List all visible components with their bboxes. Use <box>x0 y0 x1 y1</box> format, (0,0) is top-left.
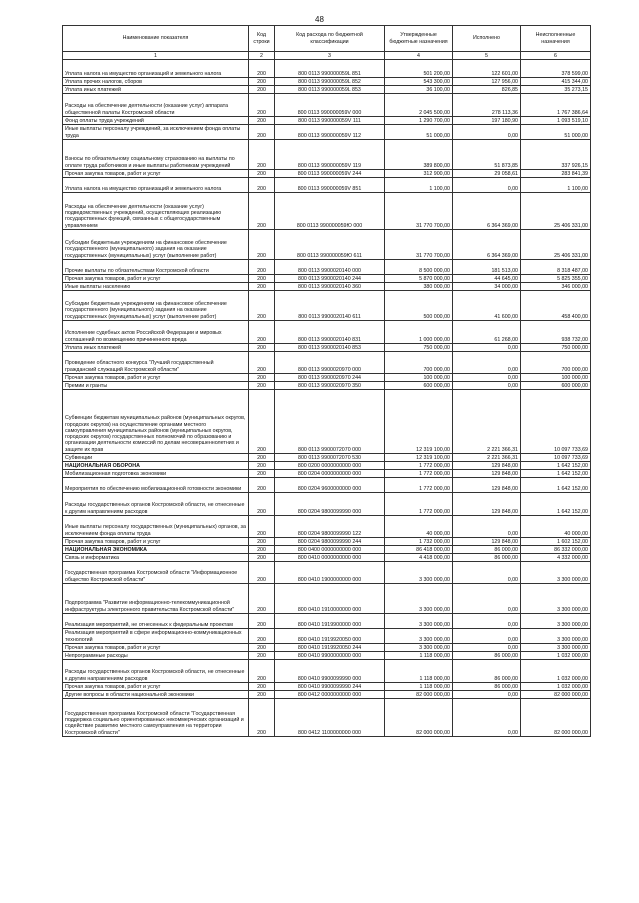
row-approved-amount: 82 000 000,00 <box>385 699 453 737</box>
row-line-code: 200 <box>249 390 275 454</box>
row-executed-amount: 0,00 <box>453 374 521 382</box>
row-budget-code: 800 0113 9900020140 360 <box>275 283 385 291</box>
row-budget-code: 800 0113 9900020970 350 <box>275 382 385 390</box>
row-approved-amount: 3 300 000,00 <box>385 584 453 614</box>
row-indicator-name: Фонд оплаты труда учреждений <box>63 117 249 125</box>
column-number: 4 <box>385 52 453 60</box>
row-line-code: 200 <box>249 691 275 699</box>
row-line-code: 200 <box>249 478 275 493</box>
row-remaining-amount: 346 000,00 <box>521 283 591 291</box>
row-line-code: 200 <box>249 86 275 94</box>
row-executed-amount: 0,00 <box>453 382 521 390</box>
row-budget-code: 800 0113 9900020140 611 <box>275 291 385 321</box>
row-budget-code: 800 0410 9900099990 000 <box>275 660 385 683</box>
row-line-code: 200 <box>249 230 275 260</box>
table-row <box>63 584 591 614</box>
row-line-code: 200 <box>249 382 275 390</box>
row-approved-amount: 380 000,00 <box>385 283 453 291</box>
table-row <box>63 390 591 454</box>
table-row <box>63 454 591 462</box>
row-remaining-amount: 25 406 331,00 <box>521 193 591 230</box>
row-budget-code: 800 0113 9900020970 244 <box>275 374 385 382</box>
row-executed-amount: 0,00 <box>453 344 521 352</box>
table-row <box>63 691 591 699</box>
row-budget-code: 800 0113 9900072070 000 <box>275 390 385 454</box>
row-line-code: 200 <box>249 454 275 462</box>
row-budget-code: 800 0410 1900000000 000 <box>275 562 385 584</box>
row-remaining-amount: 8 318 487,00 <box>521 260 591 275</box>
row-remaining-amount: 1 093 519,10 <box>521 117 591 125</box>
row-indicator-name: Прочая закупка товаров, работ и услуг <box>63 644 249 652</box>
row-line-code: 200 <box>249 644 275 652</box>
row-remaining-amount: 1 642 152,00 <box>521 462 591 470</box>
row-approved-amount: 1 118 000,00 <box>385 660 453 683</box>
row-indicator-name: Прочая закупка товаров, работ и услуг <box>63 374 249 382</box>
row-remaining-amount: 600 000,00 <box>521 382 591 390</box>
row-indicator-name: Субсидии бюджетным учреждениям на финансовое обеспечение государственного (муниципального) задания на оказание государственных (муниципальных) услуг (выполнение работ) <box>63 230 249 260</box>
row-approved-amount: 1 000 000,00 <box>385 321 453 344</box>
row-approved-amount: 312 900,00 <box>385 170 453 178</box>
row-indicator-name: Субсидии бюджетным учреждениям на финансовое обеспечение государственного (муниципального) задания на оказание государственных (муниципальных) услуг (выполнение работ) <box>63 291 249 321</box>
row-budget-code: 800 0113 990000059V 119 <box>275 140 385 170</box>
row-budget-code: 800 0113 990000059L 852 <box>275 78 385 86</box>
row-executed-amount: 197 180,90 <box>453 117 521 125</box>
row-indicator-name: Непрограммные расходы <box>63 652 249 660</box>
row-executed-amount: 0,00 <box>453 584 521 614</box>
row-budget-code: 800 0113 990000059V 112 <box>275 125 385 140</box>
row-budget-code: 800 0410 0000000000 000 <box>275 554 385 562</box>
row-line-code: 200 <box>249 584 275 614</box>
row-executed-amount: 6 364 369,00 <box>453 193 521 230</box>
table-row <box>63 260 591 275</box>
row-executed-amount: 127 956,00 <box>453 78 521 86</box>
table-row <box>63 478 591 493</box>
row-line-code: 200 <box>249 125 275 140</box>
row-approved-amount: 3 300 000,00 <box>385 644 453 652</box>
row-line-code: 200 <box>249 683 275 691</box>
row-executed-amount: 129 848,00 <box>453 462 521 470</box>
row-indicator-name: Расходы на обеспечение деятельности (оказание услуг) подведомственных учреждений, осуществляющих реализацию государственных функций, связанных с общегосударственным управлением <box>63 193 249 230</box>
table-row <box>63 170 591 178</box>
row-remaining-amount: 3 300 000,00 <box>521 584 591 614</box>
table-header-row <box>63 26 591 52</box>
row-remaining-amount: 415 344,00 <box>521 78 591 86</box>
row-indicator-name: Прочие выплаты по обязательствам Костромской области <box>63 260 249 275</box>
row-approved-amount: 2 045 500,00 <box>385 94 453 117</box>
row-approved-amount: 51 000,00 <box>385 125 453 140</box>
table-row <box>63 230 591 260</box>
row-approved-amount: 1 772 000,00 <box>385 478 453 493</box>
row-line-code: 200 <box>249 193 275 230</box>
table-row <box>63 652 591 660</box>
row-line-code: 200 <box>249 699 275 737</box>
row-line-code: 200 <box>249 170 275 178</box>
row-remaining-amount: 3 300 000,00 <box>521 629 591 644</box>
column-number: 1 <box>63 52 249 60</box>
row-executed-amount: 129 848,00 <box>453 538 521 546</box>
table-row <box>63 554 591 562</box>
row-executed-amount: 0,00 <box>453 516 521 538</box>
column-number: 5 <box>453 52 521 60</box>
row-indicator-name: Прочая закупка товаров, работ и услуг <box>63 683 249 691</box>
budget-execution-table <box>62 25 591 737</box>
table-row <box>63 193 591 230</box>
row-executed-amount: 29 058,61 <box>453 170 521 178</box>
row-line-code: 200 <box>249 140 275 170</box>
row-indicator-name: Подпрограмма "Развитие информационно-телекоммуникационной инфраструктуры электронного правительства Костромской области" <box>63 584 249 614</box>
row-budget-code: 800 0204 9800099990 122 <box>275 516 385 538</box>
row-remaining-amount: 1 602 152,00 <box>521 538 591 546</box>
row-indicator-name: Субвенции <box>63 454 249 462</box>
row-executed-amount: 0,00 <box>453 629 521 644</box>
row-executed-amount: 86 000,00 <box>453 660 521 683</box>
row-indicator-name: Уплата иных платежей <box>63 86 249 94</box>
row-indicator-name: Премии и гранты <box>63 382 249 390</box>
column-number: 3 <box>275 52 385 60</box>
header-line-code: Код строки <box>249 26 275 52</box>
table-row <box>63 644 591 652</box>
row-remaining-amount: 1 767 386,64 <box>521 94 591 117</box>
row-line-code: 200 <box>249 78 275 86</box>
row-approved-amount: 31 770 700,00 <box>385 230 453 260</box>
row-remaining-amount: 86 332 000,00 <box>521 546 591 554</box>
row-line-code: 200 <box>249 117 275 125</box>
row-approved-amount: 4 418 000,00 <box>385 554 453 562</box>
table-row <box>63 125 591 140</box>
row-line-code: 200 <box>249 344 275 352</box>
row-budget-code: 800 0113 990000059L 851 <box>275 60 385 78</box>
row-budget-code: 800 0410 1919920050 244 <box>275 644 385 652</box>
row-executed-amount: 0,00 <box>453 644 521 652</box>
row-indicator-name: Уплата прочих налогов, сборов <box>63 78 249 86</box>
row-executed-amount: 61 268,00 <box>453 321 521 344</box>
row-indicator-name: Государственная программа Костромской области "Государственная поддержка социально ориентированных некоммерческих организаций и содействие развитию местного самоуправления на территории Костромской области" <box>63 699 249 737</box>
table-row <box>63 660 591 683</box>
row-executed-amount: 278 113,36 <box>453 94 521 117</box>
table-row <box>63 275 591 283</box>
row-remaining-amount: 10 097 733,69 <box>521 390 591 454</box>
row-budget-code: 800 0204 9800099990 244 <box>275 538 385 546</box>
row-budget-code: 800 0113 990000059V 111 <box>275 117 385 125</box>
row-line-code: 200 <box>249 283 275 291</box>
table-row <box>63 699 591 737</box>
row-approved-amount: 389 800,00 <box>385 140 453 170</box>
row-approved-amount: 1 118 000,00 <box>385 652 453 660</box>
row-budget-code: 800 0113 9900020140 853 <box>275 344 385 352</box>
table-row <box>63 86 591 94</box>
row-budget-code: 800 0113 9900020970 000 <box>275 352 385 374</box>
row-approved-amount: 1 118 000,00 <box>385 683 453 691</box>
row-indicator-name: Проведение областного конкурса "Лучший государственный гражданский служащий Костромской области" <box>63 352 249 374</box>
row-indicator-name: Уплата налога на имущество организаций и земельного налога <box>63 60 249 78</box>
table-body <box>63 60 591 737</box>
row-line-code: 200 <box>249 493 275 516</box>
row-executed-amount: 0,00 <box>453 614 521 629</box>
row-budget-code: 800 0113 9900020140 244 <box>275 275 385 283</box>
row-approved-amount: 3 300 000,00 <box>385 629 453 644</box>
row-approved-amount: 5 870 000,00 <box>385 275 453 283</box>
table-row <box>63 291 591 321</box>
row-approved-amount: 1 772 000,00 <box>385 462 453 470</box>
row-remaining-amount: 700 000,00 <box>521 352 591 374</box>
row-remaining-amount: 337 926,15 <box>521 140 591 170</box>
row-executed-amount: 41 600,00 <box>453 291 521 321</box>
row-line-code: 200 <box>249 321 275 344</box>
row-budget-code: 800 0410 9900000000 000 <box>275 652 385 660</box>
row-executed-amount: 44 645,00 <box>453 275 521 283</box>
table-row <box>63 178 591 193</box>
header-remaining: Неисполненные назначения <box>521 26 591 52</box>
row-executed-amount: 122 601,00 <box>453 60 521 78</box>
row-budget-code: 800 0113 9900072070 530 <box>275 454 385 462</box>
row-executed-amount: 2 221 366,31 <box>453 454 521 462</box>
table-row <box>63 462 591 470</box>
row-remaining-amount: 1 032 000,00 <box>521 660 591 683</box>
row-approved-amount: 12 319 100,00 <box>385 454 453 462</box>
row-indicator-name: Иные выплаты персоналу учреждений, за исключением фонда оплаты труда <box>63 125 249 140</box>
row-remaining-amount: 283 841,39 <box>521 170 591 178</box>
row-budget-code: 800 0204 0000000000 000 <box>275 470 385 478</box>
row-budget-code: 800 0410 1919900000 000 <box>275 614 385 629</box>
row-budget-code: 800 0410 9900099990 244 <box>275 683 385 691</box>
row-indicator-name: Иные выплаты населению <box>63 283 249 291</box>
row-line-code: 200 <box>249 178 275 193</box>
row-remaining-amount: 25 406 331,00 <box>521 230 591 260</box>
row-executed-amount: 181 513,00 <box>453 260 521 275</box>
row-remaining-amount: 1 642 152,00 <box>521 493 591 516</box>
row-indicator-name: Реализация мероприятий в сфере информационно-коммуникационных технологий <box>63 629 249 644</box>
header-approved: Утвержденные бюджетные назначения <box>385 26 453 52</box>
row-line-code: 200 <box>249 652 275 660</box>
row-approved-amount: 3 300 000,00 <box>385 614 453 629</box>
row-budget-code: 800 0412 0000000000 000 <box>275 691 385 699</box>
row-indicator-name: Расходы на обеспечение деятельности (оказание услуг) аппарата общественной палаты Костромской области <box>63 94 249 117</box>
row-remaining-amount: 10 097 733,69 <box>521 454 591 462</box>
row-budget-code: 800 0113 990000059Ю 000 <box>275 193 385 230</box>
row-remaining-amount: 40 000,00 <box>521 516 591 538</box>
table-row <box>63 283 591 291</box>
row-budget-code: 800 0204 9600000000 000 <box>275 478 385 493</box>
table-row <box>63 374 591 382</box>
row-approved-amount: 1 732 000,00 <box>385 538 453 546</box>
row-line-code: 200 <box>249 470 275 478</box>
row-remaining-amount: 3 300 000,00 <box>521 644 591 652</box>
row-indicator-name: Иные выплаты персоналу государственных (муниципальных) органов, за исключением фонда оплаты труда <box>63 516 249 538</box>
row-indicator-name: Прочая закупка товаров, работ и услуг <box>63 538 249 546</box>
row-approved-amount: 750 000,00 <box>385 344 453 352</box>
row-remaining-amount: 3 300 000,00 <box>521 614 591 629</box>
header-budget-classification: Код расхода по бюджетной классификации <box>275 26 385 52</box>
header-indicator-name: Наименование показателя <box>63 26 249 52</box>
row-budget-code: 800 0113 990000059L 853 <box>275 86 385 94</box>
row-indicator-name: Реализация мероприятий, не отнесенных к федеральным проектам <box>63 614 249 629</box>
row-approved-amount: 12 319 100,00 <box>385 390 453 454</box>
row-budget-code: 800 0113 9900020140 000 <box>275 260 385 275</box>
table-row <box>63 94 591 117</box>
row-remaining-amount: 1 642 152,00 <box>521 470 591 478</box>
row-remaining-amount: 1 032 000,00 <box>521 683 591 691</box>
row-executed-amount: 0,00 <box>453 178 521 193</box>
row-remaining-amount: 5 825 355,00 <box>521 275 591 283</box>
row-line-code: 200 <box>249 516 275 538</box>
row-executed-amount: 6 364 369,00 <box>453 230 521 260</box>
row-line-code: 200 <box>249 291 275 321</box>
row-budget-code: 800 0410 1919920050 000 <box>275 629 385 644</box>
row-line-code: 200 <box>249 374 275 382</box>
column-number: 6 <box>521 52 591 60</box>
row-indicator-name: Исполнение судебных актов Российской Федерации и мировых соглашений по возмещению причиненного вреда <box>63 321 249 344</box>
row-executed-amount: 86 000,00 <box>453 546 521 554</box>
row-approved-amount: 100 000,00 <box>385 374 453 382</box>
row-budget-code: 800 0113 990000059Ю 611 <box>275 230 385 260</box>
row-approved-amount: 543 300,00 <box>385 78 453 86</box>
row-indicator-name: НАЦИОНАЛЬНАЯ ЭКОНОМИКА <box>63 546 249 554</box>
row-approved-amount: 3 300 000,00 <box>385 562 453 584</box>
row-approved-amount: 501 200,00 <box>385 60 453 78</box>
table-row <box>63 629 591 644</box>
row-executed-amount: 2 221 366,31 <box>453 390 521 454</box>
table-row <box>63 78 591 86</box>
row-budget-code: 800 0113 9900020140 831 <box>275 321 385 344</box>
row-line-code: 200 <box>249 546 275 554</box>
row-executed-amount: 86 000,00 <box>453 652 521 660</box>
row-approved-amount: 1 290 700,00 <box>385 117 453 125</box>
row-budget-code: 800 0113 990000059V 851 <box>275 178 385 193</box>
row-line-code: 200 <box>249 660 275 683</box>
row-remaining-amount: 938 732,00 <box>521 321 591 344</box>
page-number: 48 <box>315 15 324 24</box>
row-line-code: 200 <box>249 562 275 584</box>
row-approved-amount: 700 000,00 <box>385 352 453 374</box>
table-row <box>63 493 591 516</box>
row-approved-amount: 1 772 000,00 <box>385 493 453 516</box>
table-row <box>63 562 591 584</box>
row-executed-amount: 129 848,00 <box>453 478 521 493</box>
row-indicator-name: Связь и информатика <box>63 554 249 562</box>
row-approved-amount: 31 770 700,00 <box>385 193 453 230</box>
row-executed-amount: 86 000,00 <box>453 554 521 562</box>
row-budget-code: 800 0113 990000059V 000 <box>275 94 385 117</box>
row-executed-amount: 34 000,00 <box>453 283 521 291</box>
row-budget-code: 800 0412 1100000000 000 <box>275 699 385 737</box>
row-line-code: 200 <box>249 538 275 546</box>
table-row <box>63 683 591 691</box>
row-executed-amount: 86 000,00 <box>453 683 521 691</box>
table-row <box>63 614 591 629</box>
row-indicator-name: Прочая закупка товаров, работ и услуг <box>63 170 249 178</box>
row-indicator-name: Мероприятия по обеспечению мобилизационной готовности экономики <box>63 478 249 493</box>
row-indicator-name: Государственная программа Костромской области "Информационное общество Костромской области" <box>63 562 249 584</box>
row-line-code: 200 <box>249 94 275 117</box>
row-line-code: 200 <box>249 60 275 78</box>
row-remaining-amount: 82 000 000,00 <box>521 699 591 737</box>
table-row <box>63 352 591 374</box>
row-line-code: 200 <box>249 629 275 644</box>
row-budget-code: 800 0410 1910000000 000 <box>275 584 385 614</box>
row-executed-amount: 0,00 <box>453 352 521 374</box>
row-indicator-name: Расходы государственных органов Костромской области, не отнесенные к другим направлениям расходов <box>63 660 249 683</box>
row-indicator-name: Уплата налога на имущество организаций и земельного налога <box>63 178 249 193</box>
table-row <box>63 538 591 546</box>
row-budget-code: 800 0400 0000000000 000 <box>275 546 385 554</box>
row-indicator-name: Взносы по обязательному социальному страхованию на выплаты по оплате труда работников и иные выплаты работникам учреждений <box>63 140 249 170</box>
table-row <box>63 117 591 125</box>
row-budget-code: 800 0204 9800099990 000 <box>275 493 385 516</box>
row-approved-amount: 1 772 000,00 <box>385 470 453 478</box>
table-row <box>63 516 591 538</box>
table-row <box>63 140 591 170</box>
row-remaining-amount: 4 332 000,00 <box>521 554 591 562</box>
row-remaining-amount: 378 599,00 <box>521 60 591 78</box>
row-remaining-amount: 3 300 000,00 <box>521 562 591 584</box>
row-indicator-name: Уплата иных платежей <box>63 344 249 352</box>
table-row <box>63 382 591 390</box>
table-row <box>63 321 591 344</box>
row-remaining-amount: 1 032 000,00 <box>521 652 591 660</box>
row-line-code: 200 <box>249 260 275 275</box>
table-row <box>63 344 591 352</box>
header-executed: Исполнено <box>453 26 521 52</box>
row-approved-amount: 86 418 000,00 <box>385 546 453 554</box>
row-approved-amount: 36 100,00 <box>385 86 453 94</box>
row-budget-code: 800 0113 990000059V 244 <box>275 170 385 178</box>
row-approved-amount: 40 000,00 <box>385 516 453 538</box>
row-approved-amount: 600 000,00 <box>385 382 453 390</box>
row-executed-amount: 51 873,85 <box>453 140 521 170</box>
row-executed-amount: 0,00 <box>453 691 521 699</box>
row-approved-amount: 82 000 000,00 <box>385 691 453 699</box>
table-row <box>63 470 591 478</box>
row-line-code: 200 <box>249 554 275 562</box>
row-executed-amount: 0,00 <box>453 699 521 737</box>
row-indicator-name: Прочая закупка товаров, работ и услуг <box>63 275 249 283</box>
row-budget-code: 800 0200 0000000000 000 <box>275 462 385 470</box>
row-indicator-name: НАЦИОНАЛЬНАЯ ОБОРОНА <box>63 462 249 470</box>
table-row <box>63 60 591 78</box>
row-line-code: 200 <box>249 275 275 283</box>
row-approved-amount: 8 500 000,00 <box>385 260 453 275</box>
row-remaining-amount: 750 000,00 <box>521 344 591 352</box>
row-remaining-amount: 1 642 152,00 <box>521 478 591 493</box>
row-approved-amount: 1 100,00 <box>385 178 453 193</box>
row-remaining-amount: 35 273,15 <box>521 86 591 94</box>
row-executed-amount: 826,85 <box>453 86 521 94</box>
row-line-code: 200 <box>249 352 275 374</box>
row-remaining-amount: 458 400,00 <box>521 291 591 321</box>
row-executed-amount: 0,00 <box>453 562 521 584</box>
row-indicator-name: Мобилизационная подготовка экономики <box>63 470 249 478</box>
row-indicator-name: Другие вопросы в области национальной экономики <box>63 691 249 699</box>
row-line-code: 200 <box>249 614 275 629</box>
row-approved-amount: 500 000,00 <box>385 291 453 321</box>
row-remaining-amount: 82 000 000,00 <box>521 691 591 699</box>
row-indicator-name: Расходы государственных органов Костромской области, не отнесенные к другим направлениям расходов <box>63 493 249 516</box>
row-executed-amount: 0,00 <box>453 125 521 140</box>
row-executed-amount: 129 848,00 <box>453 493 521 516</box>
row-remaining-amount: 1 100,00 <box>521 178 591 193</box>
row-remaining-amount: 51 000,00 <box>521 125 591 140</box>
row-executed-amount: 129 848,00 <box>453 470 521 478</box>
table-row <box>63 546 591 554</box>
row-indicator-name: Субвенции бюджетам муниципальных районов (муниципальных округов, городских округов) на осуществление органами местного самоуправления муниципальных районов (муниципальных округов, городских округов) государственных полномочий по образованию и организации деятельности комиссий по делам несовершеннолетних и защите их прав <box>63 390 249 454</box>
row-remaining-amount: 100 000,00 <box>521 374 591 382</box>
column-number-row <box>63 52 591 60</box>
row-line-code: 200 <box>249 462 275 470</box>
column-number: 2 <box>249 52 275 60</box>
